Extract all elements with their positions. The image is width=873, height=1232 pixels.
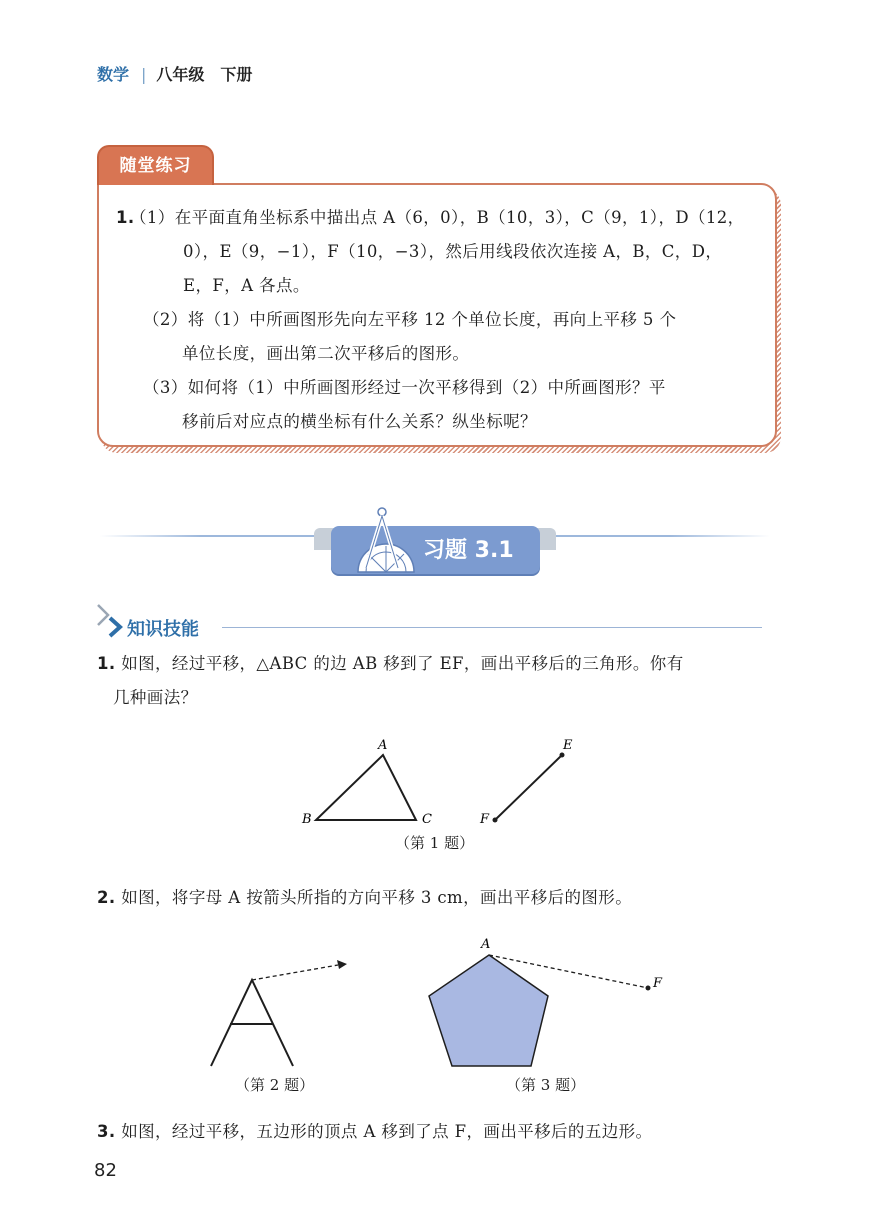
- practice-q1-part3-line2: 移前后对应点的横坐标有什么关系？纵坐标呢？: [182, 412, 537, 431]
- practice-tab: [97, 145, 214, 185]
- label-b: B: [302, 812, 312, 827]
- q1-figure: [290, 732, 590, 832]
- label-c: C: [422, 812, 432, 827]
- page-number: 82: [94, 1160, 117, 1181]
- q1-line2: 几种画法？: [113, 688, 198, 707]
- header-subject: 数学: [97, 65, 130, 84]
- chevron-right-icon: [96, 603, 126, 639]
- practice-tab-label: 随堂练习: [119, 156, 192, 176]
- q2-line1: 2. 如图，将字母 A 按箭头所指的方向平移 3 cm，画出平移后的图形。: [97, 888, 633, 907]
- running-header: [97, 62, 252, 85]
- q1-caption: （第 1 题）: [395, 834, 475, 852]
- label-e: E: [563, 738, 573, 753]
- header-volume: 下册: [220, 65, 253, 84]
- label-a: A: [378, 738, 388, 753]
- q3-caption: （第 3 题）: [506, 1076, 586, 1094]
- practice-q1-part1-line3: E，F，A 各点。: [183, 276, 310, 295]
- practice-q1-part3-line1: （3）如何将（1）中所画图形经过一次平移得到（2）中所画图形？平: [143, 378, 666, 397]
- q3-figure: [420, 935, 680, 1075]
- q2-caption: （第 2 题）: [235, 1076, 315, 1094]
- practice-q1-part1-line1: （1）在平面直角坐标系中描出点 A（6，0），B（10，3），C（9，1），D（12，: [130, 208, 745, 227]
- label-a: A: [481, 937, 491, 952]
- pentagon: [429, 955, 548, 1066]
- label-f: F: [653, 976, 663, 991]
- point-f: [646, 986, 651, 991]
- point-f: [493, 818, 498, 823]
- practice-q1-number: 1.: [116, 208, 135, 227]
- triangle-abc: [316, 755, 416, 820]
- point-e: [560, 753, 565, 758]
- section-rule: [222, 627, 762, 628]
- practice-q1-part2-line1: （2）将（1）中所画图形先向左平移 12 个单位长度，再向上平移 5 个: [143, 310, 677, 329]
- practice-q1-part1-line2: 0），E（9，−1），F（10，−3），然后用线段依次连接 A，B，C，D，: [183, 242, 723, 261]
- practice-q1-part2-line2: 单位长度，画出第二次平移后的图形。: [182, 344, 470, 363]
- exercise-banner-title: 习题 3.1: [423, 538, 514, 563]
- q1-line1: 1. 如图，经过平移，△ABC 的边 AB 移到了 EF，画出平移后的三角形。你有: [97, 654, 684, 673]
- header-grade: 八年级: [156, 65, 205, 84]
- label-f: F: [480, 812, 490, 827]
- header-separator: |: [141, 65, 147, 84]
- arrow-head: [337, 960, 347, 969]
- compass-protractor-icon: [352, 506, 418, 578]
- direction-arrow: [252, 965, 338, 980]
- q3-line1: 3. 如图，经过平移，五边形的顶点 A 移到了点 F，画出平移后的五边形。: [97, 1122, 653, 1141]
- section-title: 知识技能: [127, 619, 199, 640]
- q2-figure: [200, 950, 360, 1070]
- segment-ef: [495, 755, 562, 820]
